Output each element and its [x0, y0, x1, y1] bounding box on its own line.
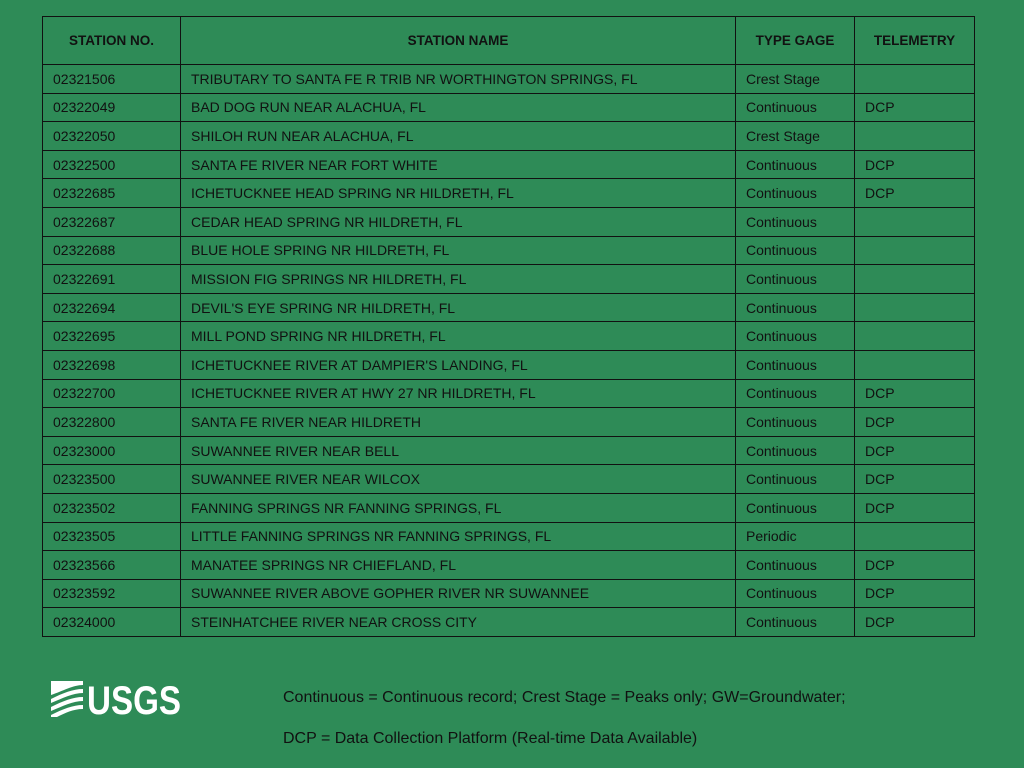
type-gage-cell: Periodic [736, 522, 855, 551]
type-gage-cell: Continuous [736, 179, 855, 208]
telemetry-cell: DCP [855, 379, 975, 408]
station-name-cell: SANTA FE RIVER NEAR HILDRETH [181, 408, 736, 437]
station-no-cell: 02322500 [43, 150, 181, 179]
usgs-wave-icon [51, 681, 83, 717]
stations-table-container [42, 16, 974, 637]
station-name-cell: MISSION FIG SPRINGS NR HILDRETH, FL [181, 265, 736, 294]
legend-line-2: DCP = Data Collection Platform (Real-time Data Available) [283, 730, 698, 747]
station-no-cell: 02322800 [43, 408, 181, 437]
table-row [43, 465, 975, 494]
station-name-cell: MANATEE SPRINGS NR CHIEFLAND, FL [181, 551, 736, 580]
station-no-cell: 02322695 [43, 322, 181, 351]
type-gage-cell: Continuous [736, 579, 855, 608]
telemetry-cell: DCP [855, 179, 975, 208]
telemetry-cell: DCP [855, 465, 975, 494]
column-header-station-name: STATION NAME [181, 17, 736, 65]
station-name-cell: SUWANNEE RIVER NEAR BELL [181, 436, 736, 465]
telemetry-cell: DCP [855, 551, 975, 580]
station-name-cell: DEVIL'S EYE SPRING NR HILDRETH, FL [181, 293, 736, 322]
type-gage-cell: Continuous [736, 207, 855, 236]
station-name-cell: SANTA FE RIVER NEAR FORT WHITE [181, 150, 736, 179]
table-row [43, 207, 975, 236]
type-gage-cell: Continuous [736, 379, 855, 408]
telemetry-cell: DCP [855, 93, 975, 122]
table-row [43, 65, 975, 94]
telemetry-cell: DCP [855, 608, 975, 637]
telemetry-cell [855, 122, 975, 151]
telemetry-cell [855, 207, 975, 236]
type-gage-cell: Continuous [736, 551, 855, 580]
telemetry-cell: DCP [855, 408, 975, 437]
column-header-type-gage: TYPE GAGE [736, 17, 855, 65]
type-gage-cell: Continuous [736, 493, 855, 522]
table-row [43, 608, 975, 637]
type-gage-cell: Continuous [736, 436, 855, 465]
station-name-cell: ICHETUCKNEE RIVER AT HWY 27 NR HILDRETH, FL [181, 379, 736, 408]
table-row [43, 408, 975, 437]
telemetry-cell: DCP [855, 579, 975, 608]
type-gage-cell: Continuous [736, 350, 855, 379]
station-no-cell: 02323505 [43, 522, 181, 551]
table-row [43, 522, 975, 551]
station-no-cell: 02323500 [43, 465, 181, 494]
type-gage-cell: Continuous [736, 265, 855, 294]
type-gage-cell: Continuous [736, 322, 855, 351]
telemetry-cell [855, 293, 975, 322]
telemetry-cell [855, 65, 975, 94]
table-row [43, 322, 975, 351]
table-row [43, 493, 975, 522]
type-gage-cell: Continuous [736, 608, 855, 637]
type-gage-cell: Continuous [736, 150, 855, 179]
station-no-cell: 02323592 [43, 579, 181, 608]
telemetry-cell [855, 322, 975, 351]
station-no-cell: 02322700 [43, 379, 181, 408]
station-name-cell: TRIBUTARY TO SANTA FE R TRIB NR WORTHINGTON SPRINGS, FL [181, 65, 736, 94]
station-no-cell: 02322685 [43, 179, 181, 208]
stations-table [42, 16, 975, 637]
station-no-cell: 02322687 [43, 207, 181, 236]
station-name-cell: BLUE HOLE SPRING NR HILDRETH, FL [181, 236, 736, 265]
table-row [43, 379, 975, 408]
type-gage-cell: Continuous [736, 465, 855, 494]
station-name-cell: CEDAR HEAD SPRING NR HILDRETH, FL [181, 207, 736, 236]
type-gage-cell: Continuous [736, 93, 855, 122]
header-row [43, 17, 975, 65]
telemetry-cell: DCP [855, 493, 975, 522]
station-no-cell: 02321506 [43, 65, 181, 94]
column-header-telemetry: TELEMETRY [855, 17, 975, 65]
table-row [43, 350, 975, 379]
table-body [43, 65, 975, 637]
station-no-cell: 02324000 [43, 608, 181, 637]
station-name-cell: SUWANNEE RIVER ABOVE GOPHER RIVER NR SUWANNEE [181, 579, 736, 608]
telemetry-cell [855, 236, 975, 265]
table-row [43, 436, 975, 465]
type-gage-cell: Continuous [736, 408, 855, 437]
station-name-cell: ICHETUCKNEE RIVER AT DAMPIER'S LANDING, FL [181, 350, 736, 379]
station-name-cell: MILL POND SPRING NR HILDRETH, FL [181, 322, 736, 351]
station-name-cell: BAD DOG RUN NEAR ALACHUA, FL [181, 93, 736, 122]
telemetry-cell [855, 265, 975, 294]
table-row [43, 93, 975, 122]
usgs-logo [51, 679, 183, 723]
type-gage-cell: Continuous [736, 293, 855, 322]
station-name-cell: ICHETUCKNEE HEAD SPRING NR HILDRETH, FL [181, 179, 736, 208]
type-gage-cell: Continuous [736, 236, 855, 265]
column-header-station-no: STATION NO. [43, 17, 181, 65]
table-row [43, 579, 975, 608]
telemetry-cell [855, 522, 975, 551]
station-name-cell: STEINHATCHEE RIVER NEAR CROSS CITY [181, 608, 736, 637]
table-row [43, 150, 975, 179]
station-no-cell: 02323566 [43, 551, 181, 580]
table-row [43, 551, 975, 580]
station-name-cell: SUWANNEE RIVER NEAR WILCOX [181, 465, 736, 494]
usgs-logo-graphic [51, 679, 183, 723]
legend-line-1: Continuous = Continuous record; Crest Stage = Peaks only; GW=Groundwater; [283, 689, 846, 706]
station-no-cell: 02322698 [43, 350, 181, 379]
table-row [43, 179, 975, 208]
station-no-cell: 02322688 [43, 236, 181, 265]
type-gage-cell: Crest Stage [736, 122, 855, 151]
station-name-cell: LITTLE FANNING SPRINGS NR FANNING SPRINGS, FL [181, 522, 736, 551]
station-no-cell: 02323502 [43, 493, 181, 522]
station-no-cell: 02322694 [43, 293, 181, 322]
usgs-logo-text: USGS [87, 679, 181, 723]
station-no-cell: 02323000 [43, 436, 181, 465]
table-row [43, 293, 975, 322]
telemetry-cell: DCP [855, 150, 975, 179]
table-header [43, 17, 975, 65]
station-no-cell: 02322050 [43, 122, 181, 151]
telemetry-cell [855, 350, 975, 379]
type-gage-cell: Crest Stage [736, 65, 855, 94]
table-row [43, 265, 975, 294]
station-name-cell: FANNING SPRINGS NR FANNING SPRINGS, FL [181, 493, 736, 522]
telemetry-cell: DCP [855, 436, 975, 465]
station-no-cell: 02322691 [43, 265, 181, 294]
table-row [43, 236, 975, 265]
table-row [43, 122, 975, 151]
station-no-cell: 02322049 [43, 93, 181, 122]
station-name-cell: SHILOH RUN NEAR ALACHUA, FL [181, 122, 736, 151]
